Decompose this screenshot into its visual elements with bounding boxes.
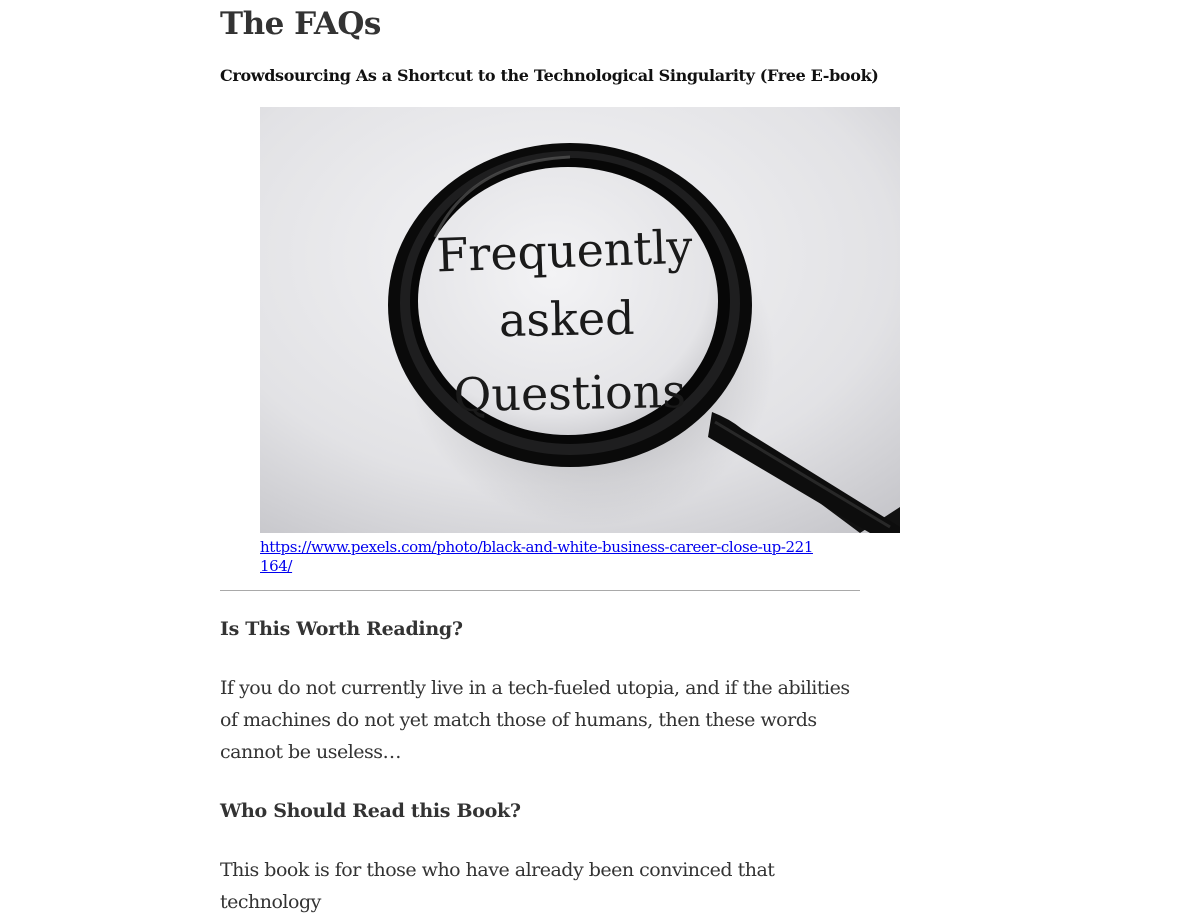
section-body-who-should-read: This book is for those who have already been convinced that technology — [220, 859, 775, 913]
page-title: The FAQs — [220, 6, 381, 42]
section-body-worth-reading: If you do not currently live in a tech-fueled utopia, and if the abilities of machines do not yet match those of humans, then these words cannot be useless… — [220, 677, 850, 763]
magnifier-illustration — [260, 107, 900, 533]
divider — [220, 590, 860, 591]
lens-line-2: asked — [498, 290, 635, 348]
image-credit-link[interactable]: https://www.pexels.com/photo/black-and-white-business-career-close-up-221164/ — [260, 538, 813, 575]
section-heading-who-should-read: Who Should Read this Book? — [220, 800, 521, 822]
section-heading-worth-reading: Is This Worth Reading? — [220, 618, 463, 640]
faq-magnifier-image — [260, 107, 900, 533]
lens-line-3: Questions — [453, 363, 687, 423]
lens-line-1: Frequently — [435, 219, 694, 283]
page-subtitle: Crowdsourcing As a Shortcut to the Technological Singularity (Free E-book) — [220, 66, 879, 85]
